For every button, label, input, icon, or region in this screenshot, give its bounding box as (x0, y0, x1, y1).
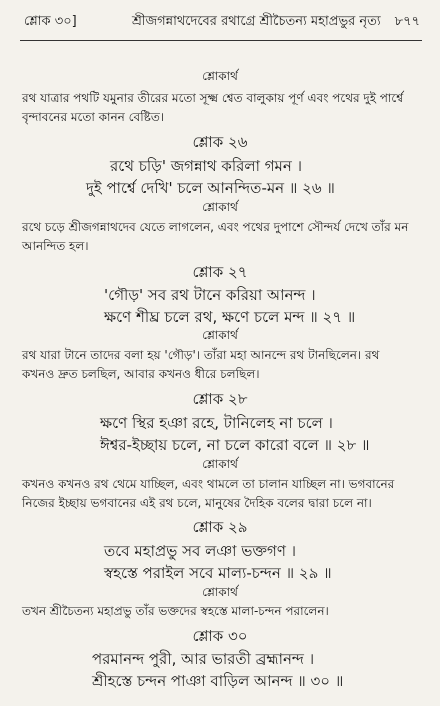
verse-line: ক্ষণে শীঘ্র চলে রথ, ক্ষণে চলে মন্দ ॥ ২৭ ॥ (104, 308, 356, 326)
header-title: শ্রীজগন্নাথদেবের রথাগ্রে শ্রীচৈতন্য মহাপ্রভুর নৃত্য (132, 14, 381, 29)
running-header (20, 6, 422, 41)
translation-label: শ্লোকার্থ (202, 200, 238, 214)
verse-line: দুই পার্শ্বে দেখি' চলে আনন্দিত-মন ॥ ২৬ ॥ (86, 179, 335, 197)
verse-line: ক্ষণে স্থির হঞা রহে, টানিলেহ না চলে । (100, 414, 333, 432)
verse-line: তবে মহাপ্রভু সব লঞা ভক্তগণ । (104, 542, 297, 560)
translation-label: শ্লোকার্থ (202, 69, 238, 83)
verse-line: ঈশ্বর-ইচ্ছায় চলে, না চলে কারো বলে ॥ ২৮ ॥ (100, 436, 370, 454)
verse-line: শ্রীহস্তে চন্দন পাঞা বাড়িল আনন্দ ॥ ৩০ ॥ (92, 672, 344, 690)
translation-line: কখনও কখনও রথ থেমে যাচ্ছিল, এবং থামলে তা চালান যাচ্ছিল না। ভগবানের (22, 477, 395, 491)
translation-line: নিজের ইচ্ছায় ভগবানের এই রথ চলে, মানুষের দৈহিক বলের দ্বারা চলে না। (22, 496, 372, 510)
translation-line: আনন্দিত হল। (22, 239, 89, 253)
translation-line: রথ যারা টানে তাদের বলা হয় 'গৌড়'। তাঁরা মহা আনন্দে রথ টানছিলেন। রথ (22, 348, 380, 362)
verse-number: শ্লোক ২৬ (192, 133, 248, 151)
verse-line: 'গৌড়' সব রথ টানে করিয়া আনন্দ । (104, 286, 316, 304)
translation-line: রথে চড়ে শ্রীজগন্নাথদেব যেতে লাগলেন, এবং পথের দুপাশে সৌন্দর্য দেখে তাঁর মন (22, 220, 409, 234)
verse-line: পরমানন্দ পুরী, আর ভারতী ব্রহ্মানন্দ । (92, 650, 315, 668)
translation-line: তখন শ্রীচৈতন্য মহাপ্রভু তাঁর ভক্তদের স্বহস্তে মালা-চন্দন পরালেন। (22, 604, 329, 618)
translation-line: রথ যাত্রার পথটি যমুনার তীরের মতো সূক্ষ্ম শ্বেত বালুকায় পূর্ণ এবং পথের দুই পার্শ্বে (22, 91, 404, 105)
translation-label: শ্লোকার্থ (202, 457, 238, 471)
translation-label: শ্লোকার্থ (202, 328, 238, 342)
verse-number: শ্লোক ২৮ (192, 390, 248, 408)
translation-line: কখনও দ্রুত চলছিল, আবার কখনও ধীরে চলছিল। (22, 367, 260, 381)
verse-line: স্বহস্তে পরাইল সবে মাল্য-চন্দন ॥ ২৯ ॥ (104, 564, 332, 582)
translation-label: শ্লোকার্থ (202, 585, 238, 599)
verse-number: শ্লোক ৩০ (192, 627, 248, 645)
page-number: ৮৭৭ (394, 14, 420, 29)
translation-line: বৃন্দাবনের মতো কানন বেষ্টিত। (22, 110, 165, 124)
header-verse-ref: শ্লোক ৩০] (24, 14, 77, 29)
verse-number: শ্লোক ২৭ (192, 263, 248, 281)
verse-number: শ্লোক ২৯ (192, 518, 248, 536)
verse-line: রথে চড়ি' জগন্নাথ করিলা গমন । (110, 157, 302, 175)
